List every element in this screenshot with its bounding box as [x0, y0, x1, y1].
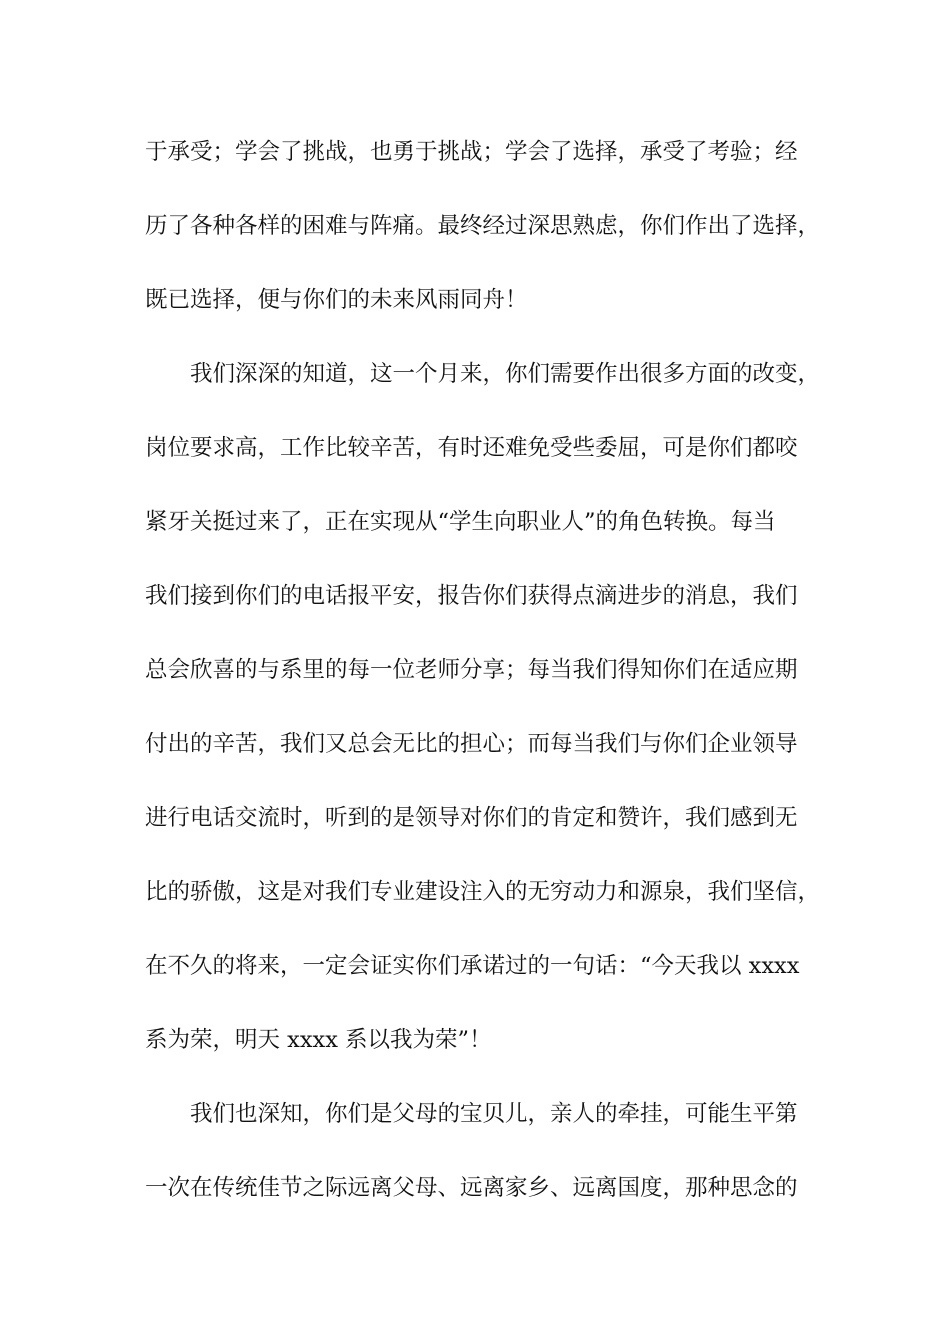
text-line: 紧牙关挺过来了，正在实现从“学生向职业人”的角色转换。每当 — [145, 509, 776, 535]
text-line: 总会欣喜的与系里的每一位老师分享；每当我们得知你们在适应期 — [145, 657, 798, 683]
text-line: 岗位要求高，工作比较辛苦，有时还难免受些委屈，可是你们都咬 — [145, 435, 798, 461]
text-line: 我们深深的知道，这一个月来，你们需要作出很多方面的改变， — [145, 361, 821, 387]
body-text — [145, 130, 821, 1240]
text-line: 历了各种各样的困难与阵痛。最终经过深思熟虑，你们作出了选择， — [145, 213, 821, 239]
text-line: 一次在传统佳节之际远离父母、远离家乡、远离国度，那种思念的 — [145, 1175, 798, 1201]
text-line: 系为荣，明天 xxxx 系以我为荣”！ — [145, 1027, 492, 1053]
text-line: 进行电话交流时，听到的是领导对你们的肯定和赞许，我们感到无 — [145, 805, 798, 831]
text-line: 在不久的将来，一定会证实你们承诺过的一句话：“今天我以 xxxx — [145, 953, 800, 979]
text-line: 付出的辛苦，我们又总会无比的担心；而每当我们与你们企业领导 — [145, 731, 798, 757]
text-line: 我们接到你们的电话报平安，报告你们获得点滴进步的消息，我们 — [145, 583, 798, 609]
text-line: 我们也深知，你们是父母的宝贝儿，亲人的牵挂，可能生平第 — [145, 1101, 798, 1127]
text-line: 于承受；学会了挑战，也勇于挑战；学会了选择，承受了考验；经 — [145, 139, 798, 165]
text-line: 比的骄傲，这是对我们专业建设注入的无穷动力和源泉，我们坚信， — [145, 879, 821, 905]
text-line: 既已选择，便与你们的未来风雨同舟！ — [145, 287, 528, 313]
